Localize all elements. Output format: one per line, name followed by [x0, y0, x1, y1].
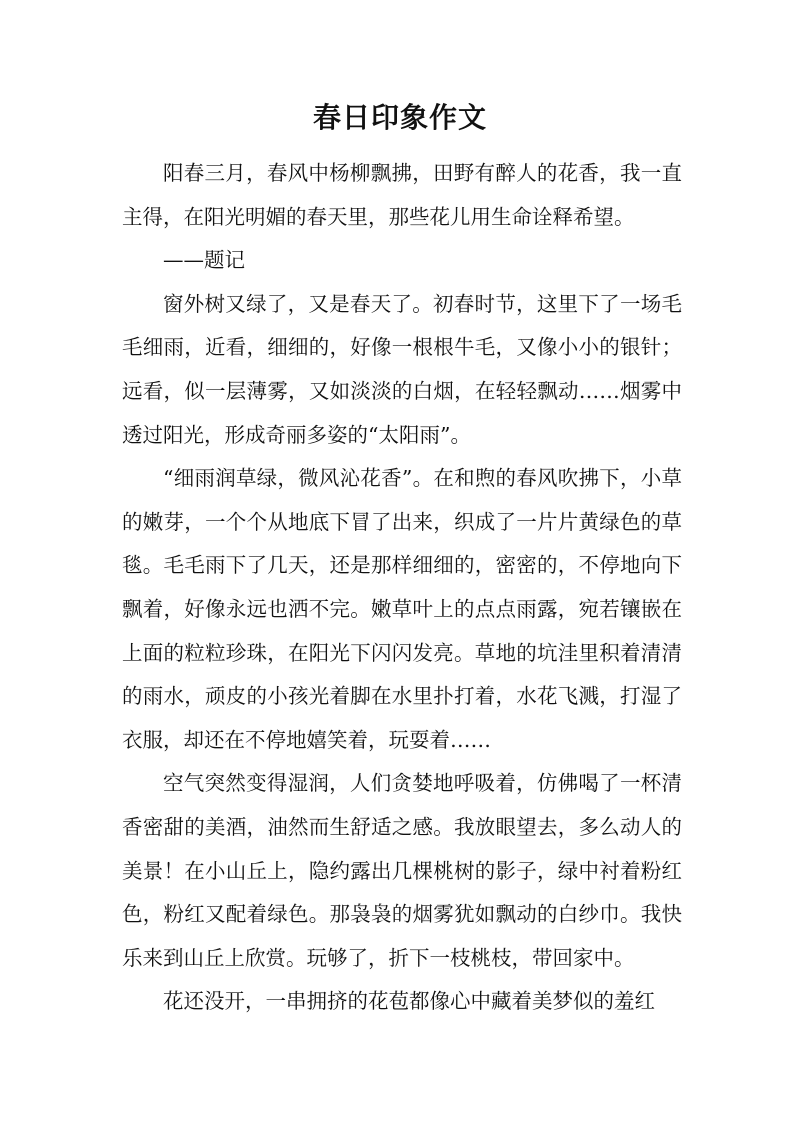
epigraph-signature: ——题记 — [163, 248, 245, 273]
paragraph-flowers: 花还没开，一串拥挤的花苞都像心中藏着美梦似的羞红 — [163, 989, 655, 1014]
paragraph-intro: 阳春三月，春风中杨柳飘拂，田野有醉人的花香，我一直主得，在阳光明媚的春天里，那些花儿用生命诠释希望。 — [122, 161, 682, 229]
document-body — [122, 152, 682, 1024]
paragraph-air: 空气突然变得湿润，人们贪婪地呼吸着，仿佛喝了一杯清香密甜的美酒，油然而生舒适之感。我放眼望去，多么动人的美景！在小山丘上，隐约露出几棵桃树的影子，绿中衬着粉红色，粉红又配着绿色。那袅袅的烟雾犹如飘动的白纱巾。我快乐来到山丘上欣赏。玩够了，折下一枝桃枝，带回家中。 — [122, 771, 682, 970]
paragraph-grass: “细雨润草绿，微风沁花香”。在和煦的春风吹拂下，小草的嫩芽，一个个从地底下冒了出来，织成了一片片黄绿色的草毯。毛毛雨下了几天，还是那样细细的，密密的，不停地向下飘着，好像永远也洒不完。嫩草叶上的点点雨露，宛若镶嵌在上面的粒粒珍珠，在阳光下闪闪发亮。草地的坑洼里积着清清的雨水，顽皮的小孩光着脚在水里扑打着，水花飞溅，打湿了衣服，却还在不停地嬉笑着，玩耍着…… — [122, 466, 682, 752]
paragraph-drizzle: 窗外树又绿了，又是春天了。初春时节，这里下了一场毛毛细雨，近看，细细的，好像一根根牛毛，又像小小的银针；远看，似一层薄雾，又如淡淡的白烟，在轻轻飘动……烟雾中透过阳光，形成奇丽多姿的“太阳雨”。 — [122, 291, 682, 447]
document-title: 春日印象作文 — [312, 101, 487, 134]
